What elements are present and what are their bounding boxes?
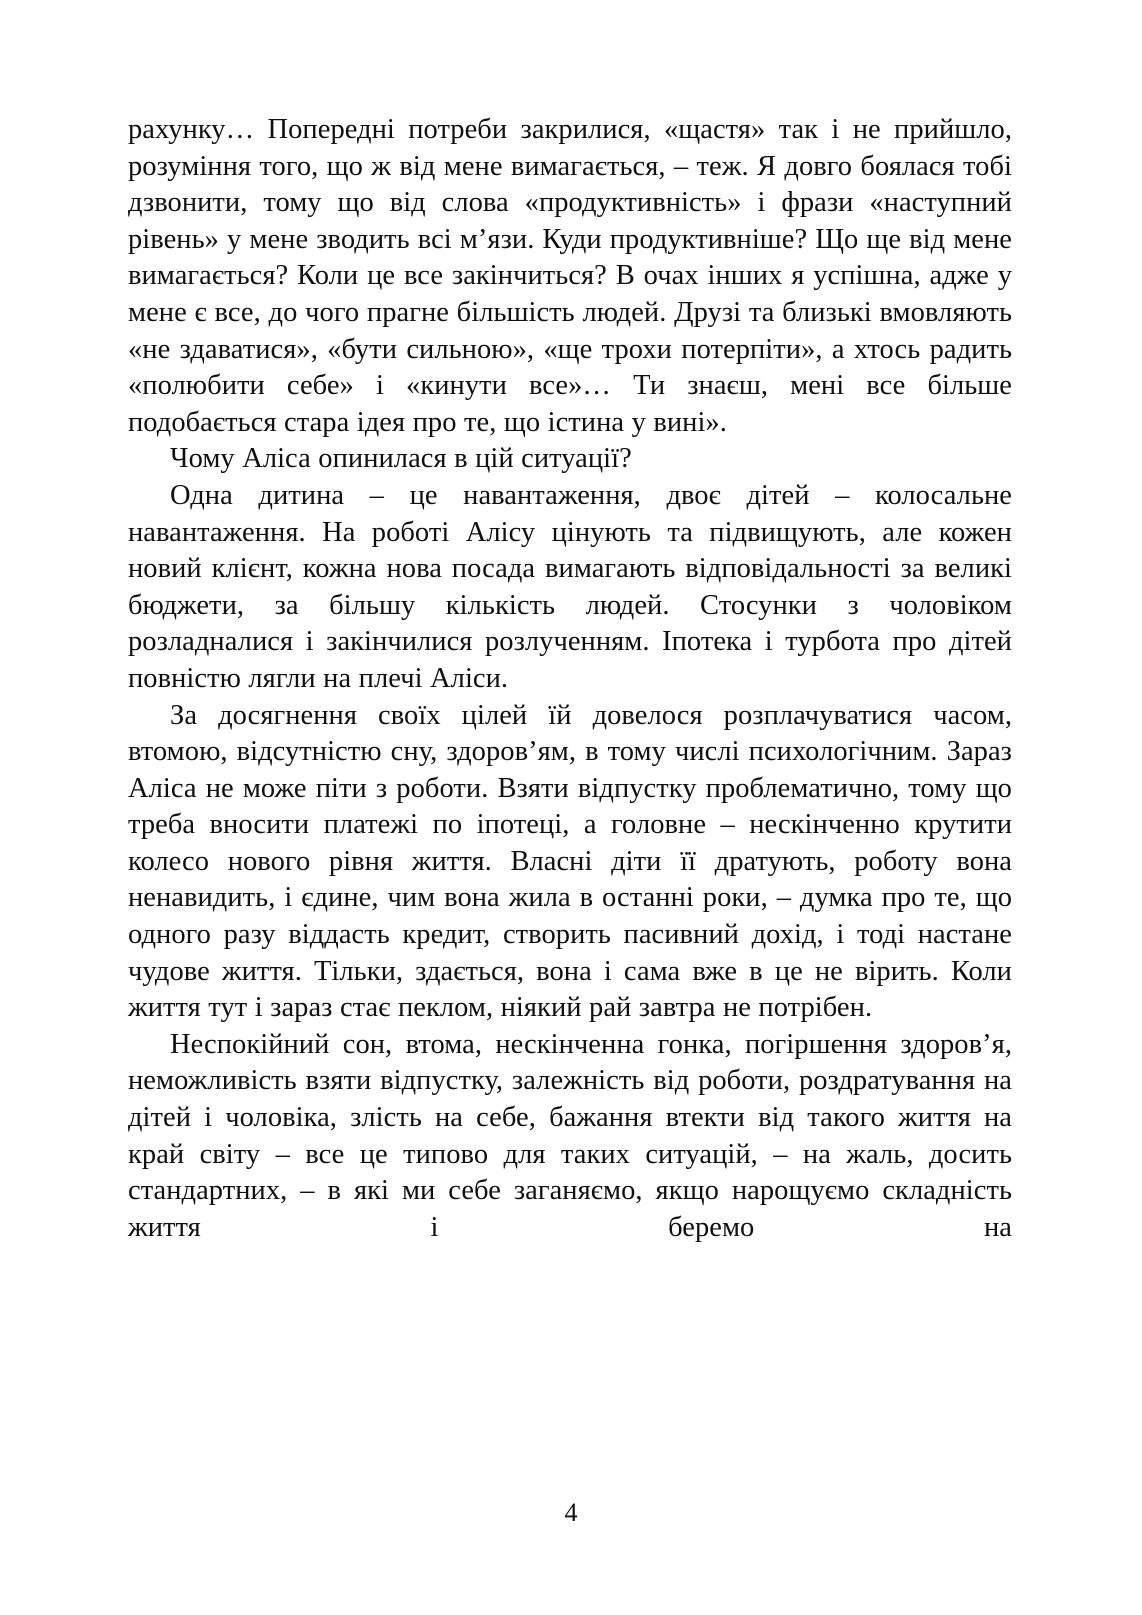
paragraph-body-2: За досягнення своїх цілей їй довелося розплачуватися часом, втомою, відсутністю сну, здоров’ям, в тому числі психологічним. Зараз Аліса не може піти з роботи. Взяти відпустку проблематично, тому що треба вносити платежі по іпотеці, а головне – нескінченно крутити колесо нового рівня життя. Власні діти її дратують, роботу вона ненавидить, і єдине, чим вона жила в останні роки, – думка про те, що одного разу віддасть кредит, створить пасивний дохід, і тоді настане чудове життя. Тільки, здається, вона і сама вже в це не вірить. Коли життя тут і зараз стає пеклом, ніякий рай завтра не потрібен. (128, 699, 1012, 1024)
paragraph-body-3: Неспокійний сон, втома, нескінченна гонка, погіршення здоров’я, неможливість взяти відпустку, залежність від роботи, роздратування на дітей і чоловіка, злість на себе, бажання втекти від такого життя на край світу – все це типово для таких ситуацій, – на жаль, досить стандартних, – в які ми себе заганяємо, якщо нарощуємо складність життя і беремо на (128, 1028, 1012, 1243)
paragraph-body-1: Одна дитина – це навантаження, двоє дітей – колосальне навантаження. На роботі Алісу цінують та підвищують, але кожен новий клієнт, кожна нова посада вимагають відповідальності за великі бюджети, за більшу кількість людей. Стосунки з чоловіком розладналися і закінчилися розлученням. Іпотека і турбота про дітей повністю лягли на плечі Аліси. (128, 479, 1012, 694)
paragraph-continuation: рахунку… Попередні потреби закрилися, «щастя» так і не прийшло, розуміння того, що ж від мене вимагається, – теж. Я довго боялася тобі дзвонити, тому що від слова «продуктивність» і фрази «наступний рівень» у мене зводить всі м’язи. Куди продуктивніше? Що ще від мене вимагається? Коли це все закінчиться? В очах інших я успішна, адже у мене є все, до чого прагне більшість людей. Друзі та близькі вмовляють «не здаватися», «бути сильною», «ще трохи потерпіти», а хтось радить «полюбити себе» і «кинути все»… Ти знаєш, мені все більше подобається стара ідея про те, що істина у вині». (128, 114, 1012, 438)
paragraph-question: Чому Аліса опинилася в цій ситуації? (170, 443, 632, 475)
page-number: 4 (564, 1498, 578, 1527)
body-text-column (128, 112, 1012, 1246)
